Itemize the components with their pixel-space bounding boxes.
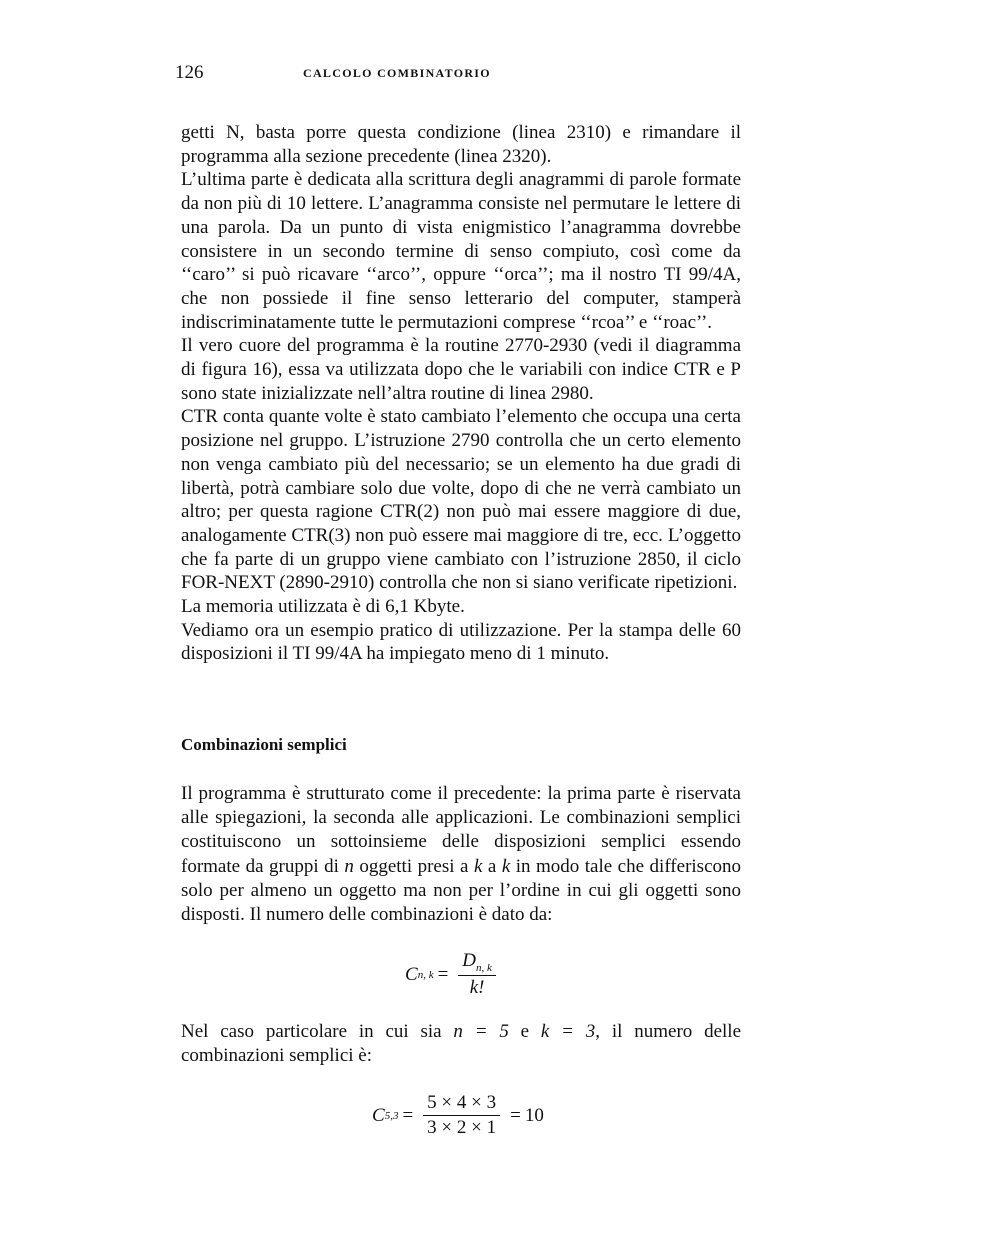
page-number: 126 xyxy=(175,62,204,83)
text-run: e xyxy=(508,1021,541,1042)
formula-symbol: D xyxy=(462,950,477,971)
formula-symbol: C xyxy=(372,1104,385,1126)
paragraph: La memoria utilizzata è di 6,1 Kbyte. xyxy=(181,596,465,618)
section-intro xyxy=(181,782,741,927)
numerator: 5 × 4 × 3 xyxy=(423,1092,500,1116)
denominator: k! xyxy=(469,977,485,998)
section-heading: Combinazioni semplici xyxy=(181,735,347,754)
page-header xyxy=(175,62,775,86)
k-value: k = 3 xyxy=(540,1021,596,1042)
formula-subscript: n, k xyxy=(417,968,434,981)
paragraph: L’ultima parte è dedicata alla scrittura degli anagrammi di parole formate da non più di 10 lettere. L’anagramma consiste nel permutare le lettere di una parola. Da un punto di vista enigmistico l’anagramma dovrebbe consistere in un secondo termine di senso compiuto, così come da ‘‘caro’’ si può ricavare ‘‘arco’’, oppure ‘‘orca’’; ma il nostro TI 99/4A, che non possiede il fine senso letterario del computer, stamperà indiscriminatamente tutte le permutazioni comprese ‘‘rcoa’’ e ‘‘roac’’. xyxy=(181,169,741,333)
equals-sign: = xyxy=(437,963,449,985)
text-run: a xyxy=(482,855,502,877)
equals-sign: = xyxy=(402,1104,414,1126)
formula-result: 10 xyxy=(524,1104,544,1126)
denominator: 3 × 2 × 1 xyxy=(427,1117,497,1138)
text-run: in modo tale che differiscono solo per almeno un oggetto ma non per l’ordine in cui gli oggetti sono disposti. Il numero delle combinazioni è dato da: xyxy=(181,855,741,926)
variable-n: n xyxy=(344,855,354,877)
paragraph xyxy=(181,782,741,927)
paragraph: Il vero cuore del programma è la routine 2770-2930 (vedi il diagramma di figura 16), essa va utilizzata dopo che le variabili con indice CTR e P sono state inizializzate nell’altra routine di linea 2980. xyxy=(181,335,741,404)
body-text xyxy=(181,121,741,666)
text-run: Il programma è strutturato come il precedente: la prima parte è riservata alle spiegazioni, la seconda alle applicazioni. Le combinazioni semplici costituiscono un sottoinsieme delle disposizioni semplici essendo formate da gruppi di xyxy=(181,783,741,877)
running-head: CALCOLO COMBINATORIO xyxy=(303,66,491,80)
fraction xyxy=(458,950,496,999)
combination-formula xyxy=(405,950,502,999)
text-run: oggetti presi a xyxy=(353,855,474,877)
fraction xyxy=(423,1092,500,1139)
numerator xyxy=(458,950,496,976)
variable-k: k xyxy=(501,855,511,877)
paragraph: Vediamo ora un esempio pratico di utilizzazione. Per la stampa delle 60 disposizioni il TI 99/4A ha impiegato meno di 1 minuto. xyxy=(181,619,741,665)
formula-subscript: n, k xyxy=(476,962,492,974)
variable-k: k xyxy=(473,855,483,877)
formula-subscript: 5,3 xyxy=(384,1109,399,1122)
text-run: , il numero delle combinazioni semplici è: xyxy=(181,1021,742,1066)
n-value: n = 5 xyxy=(453,1021,509,1042)
example-formula xyxy=(372,1092,544,1139)
equals-sign: = xyxy=(510,1104,521,1126)
paragraph xyxy=(181,1020,741,1068)
example-paragraph xyxy=(181,1020,741,1068)
formula-symbol: C xyxy=(405,963,418,985)
text-run: Nel caso particolare in cui sia xyxy=(181,1021,454,1042)
paragraph: getti N, basta porre questa condizione (linea 2310) e rimandare il programma alla sezione precedente (linea 2320). xyxy=(181,122,741,167)
paragraph: CTR conta quante volte è stato cambiato l’elemento che occupa una certa posizione nel gruppo. L’istruzione 2790 controlla che un certo elemento non venga cambiato più del necessario; se un elemento ha due gradi di libertà, potrà cambiare solo due volte, dopo di che ne verrà cambiato un altro; per questa ragione CTR(2) non può mai essere maggiore di due, analogamente CTR(3) non può essere mai maggiore di tre, ecc. L’oggetto che fa parte di un gruppo viene cambiato con l’istruzione 2850, il ciclo FOR-NEXT (2890-2910) controlla che non si siano verificate ripetizioni. xyxy=(181,406,741,594)
